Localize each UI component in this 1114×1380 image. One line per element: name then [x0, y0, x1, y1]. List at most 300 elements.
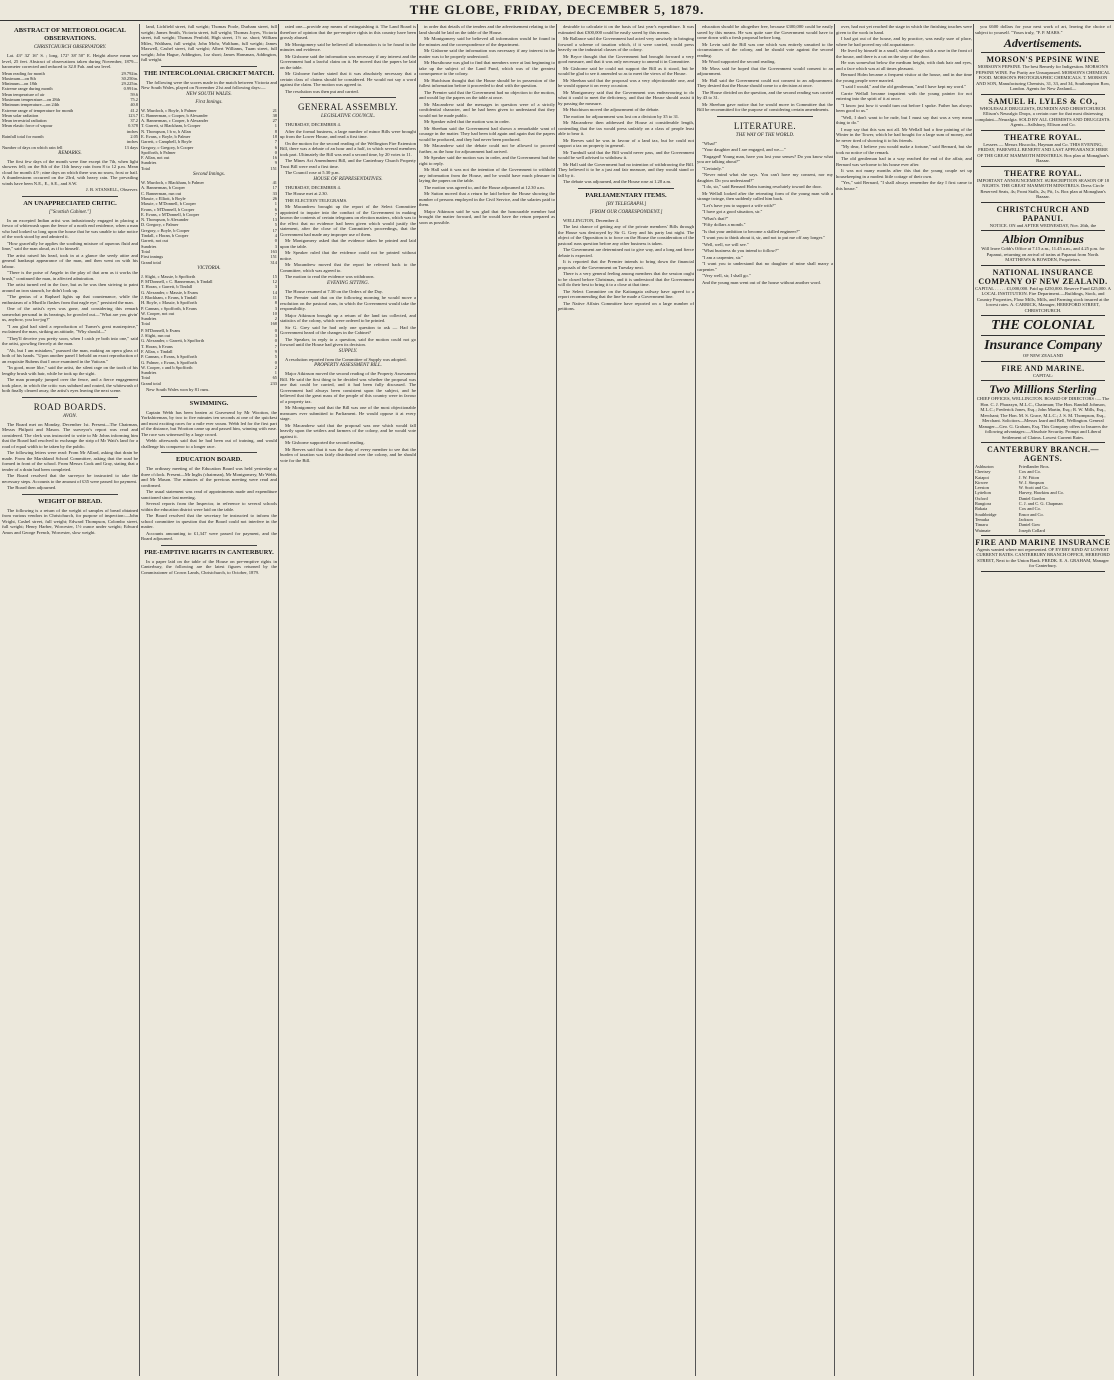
row-label: Total	[141, 375, 150, 381]
paragraph: Mr Speaker said the motion was in order, and the Government had the right to reply.	[419, 155, 555, 166]
row-label: Extreme range during month	[2, 86, 53, 92]
agent-name: Ensor and Co.	[1018, 511, 1044, 517]
row-label: J. Slight, run out	[141, 333, 171, 339]
row-value: 151	[270, 254, 277, 260]
paragraph: And the young man went out of the house without another word.	[702, 279, 821, 285]
row-label: T. Horan, c Garrett, b Tindall	[141, 284, 193, 290]
row-value: 21	[272, 107, 277, 113]
paragraph: in order that details of the tenders and the advertisement relating to the land should be laid on the table of the House.	[419, 24, 555, 35]
row-label: E. Evans, c M'Donnell, b Cooper	[141, 211, 200, 217]
row-value: 163	[270, 248, 277, 254]
paragraph: Mr Reeves said he was in favour of a land tax, but he could not support a tax on property in general.	[558, 137, 694, 148]
paragraph: Mr Bryce thought that the Government had brought forward a very good measure, and that it was only necessary to amend it in Committee.	[558, 53, 694, 64]
paragraph: The House resumed at 7.30 on the Orders of the Day.	[285, 288, 383, 294]
table-row	[2, 134, 138, 145]
row-value: 15	[272, 273, 277, 279]
row-label: J. Slight, c Massie, b Spofforth	[141, 273, 196, 279]
paragraph: Accounts amounting to £1,347 were passed for payment, and the Board adjourned.	[141, 530, 277, 542]
row-value: 2.05 inches	[126, 134, 138, 145]
paragraph: "The genius of a Raphael lights up that countenance, while the enthusiasm of a Murillo flashes from that eagle eye," persisted the man.	[2, 294, 138, 305]
bread-heading: WEIGHT OF BREAD.	[37, 497, 103, 505]
column-rule	[834, 24, 835, 1376]
paragraph: Mr Macandrew moved that the report be referred back to the Committee, which was agreed to.	[280, 262, 416, 273]
advertisement-body: CHIEF OFFICES, WELLINGTON. BOARD OF DIRECTORS :— The Hon. C. J. Pharazyn, M.L.C., Chairman; The Hon. Randall Johnson, M.L.C.; Frederick Jones, Esq.; John Martin, Esq.; R. W. Mills, Esq., Merchant; The Hon. M. S. Grace, M.L.C.; J. S. M. Thompson, Esq., Merchant. Solicitors—Messrs Izard and Bell, Wellington. General Manager—Geo. G. Graham, Esq. This Company offers to Insurers the following advantages:—Absolute Security. Prompt and Liberal Settlement of Claims. Lowest Current Rates.	[976, 396, 1110, 440]
row-value: 123.7	[128, 112, 138, 118]
row-value: 75.2	[130, 96, 138, 102]
row-label: G. Alexander, c Massie, b Evans	[141, 289, 199, 295]
row-value: 2	[274, 364, 277, 370]
supply-text: A resolution reported from the Committee of Supply was adopted.	[285, 356, 407, 362]
row-value: 33	[272, 190, 277, 196]
advertisement-divider	[981, 442, 1105, 443]
paragraph: Mr Montgomery said that the Bill was one of the most objectionable measures ever submitted to Parliament. He would oppose it at every stage.	[280, 405, 416, 421]
paragraph: Webb afterwards said that he had been out of training, and would challenge his conqueror to a longer race.	[141, 438, 277, 449]
paragraph: Mr Macandrew said that the proposal was one which would fall heavily upon the settlers and farmers of the colony, and he would vote against it.	[280, 422, 416, 439]
row-label: P. Cannan, c Evans, b Spofforth	[141, 354, 197, 360]
paragraph: The ordinary meeting of the Education Board was held yesterday at three o'clock. Present—Mr Inglis (chairman), Mr Montgomery, Mr Webb, and Mr Mason. The minutes of the previous meeting were read and confirmed.	[141, 466, 277, 488]
row-value: 29.792in.	[121, 70, 138, 76]
advertisement-body: Agents wanted where not represented. OF EVERY KIND AT LOWEST CURRENT RATES. CANTERBURY BRANCH OFFICE, HEREFORD STREET, Next to the Union Bank. FREDK. E. A. GRAHAM, Manager for Canterbury.	[976, 546, 1110, 569]
paragraph: In an excepted Indian artist was industriously engaged in placing a fresco of whitewash upon the fence of a north end residence, when a man who had looked so long upon the house that he was unable to take notice of the work stood by and admired it.	[2, 217, 138, 240]
paragraph: The following letters were read: From Mr Allard, asking that drain be made. From the Marshland School Committee, asking that the road be formed in front of the school. From Messrs Cook and Gray, stating that a tender of a drain had been completed.	[2, 450, 138, 472]
paragraph: Mr Hutchison moved the adjournment of the debate.	[563, 107, 660, 112]
row-label: Mean temperature of air	[2, 91, 45, 97]
paragraph: Several reports from the Inspector, in reference to several schools within the education district were laid on the table.	[141, 501, 277, 512]
victoria-first-innings	[141, 274, 277, 327]
parliamentary-items-heading: PARLIAMENTARY ITEMS.	[585, 191, 667, 199]
advertisement-divider	[981, 335, 1105, 336]
row-label: C. Bannerman, c Cooper, b Alexander	[141, 112, 208, 118]
paragraph: Major Atkinson said he was glad that the honourable member had brought the matter forward, and he would have the return prepared as soon as possible.	[419, 208, 555, 225]
advertisement	[975, 169, 1111, 203]
row-value: 0	[274, 149, 277, 155]
paragraph: land, Lichfield street, full weight; Thomas Poole, Durham street, full weight; James Smith, Victoria street, full weight; Thomas Joyes, Victoria street, full weight; Thomas Penfold, High street, 1½ oz. short; William Miles, Waltham, full weight; John Mohr, Waltham, full weight; James Maxwell, Cashel street, full weight; Albert Williams, Tuam street, full weight; John Hague, Addington, 1oz short; James Hansman, Addington, full weight.	[141, 24, 277, 62]
correspondent-label: [FROM OUR CORRESPONDENT.]	[589, 209, 663, 215]
agent-name: Cox and Co.	[1018, 506, 1041, 512]
advertisement-title: CANTERBURY BRANCH.—AGENTS.	[986, 445, 1100, 463]
row-value: 1	[274, 201, 277, 207]
divider	[22, 196, 118, 197]
row-label: Tindall, c Horan, b Cooper	[141, 233, 189, 239]
table-row	[2, 123, 138, 134]
advertisement-divider	[981, 202, 1105, 203]
row-label: T. Garrett, st Blackham, b Cooper	[141, 123, 201, 129]
advertisement-title: THEATRE ROYAL.	[1004, 168, 1082, 178]
row-label: Mean elastic force of vapour	[2, 123, 53, 129]
paragraph: Bernard Holm became a frequent visitor at the house, and in due time the young people were married.	[836, 72, 972, 83]
advertisement-body: Lessees — Messrs Hiscocks, Hayman and Co. THIS EVENING, FRIDAY, FAREWELL BENEFIT AND LAST APPEARANCE HERE OF THE GREAT MAMMOTH MINSTRELS. Box plan at Monaghan's Bazaar.	[977, 141, 1109, 163]
advertisement-title: FIRE AND MARINE.	[1001, 363, 1085, 373]
agent-town: Timaru	[975, 522, 988, 528]
paragraph: "Let's have you to support a wife with?"	[702, 202, 776, 208]
column-rule	[695, 24, 696, 1376]
advertisement	[975, 538, 1111, 572]
paragraph: Mr Hutchison thought that the House should be in possession of the fullest information before it proceeded to deal with the question.	[419, 77, 555, 88]
agent-name: Daniel Gordon	[1018, 495, 1045, 501]
advertisement-divider	[981, 380, 1105, 381]
evening-heading: EVENING SITTING.	[327, 280, 369, 286]
advertisement-title: Advertisements.	[1003, 36, 1083, 50]
row-label: Total	[141, 248, 150, 254]
row-value: 13 days	[124, 144, 138, 150]
paragraph: Mr Moss said he hoped that the Government would consent to an adjournment.	[697, 65, 833, 76]
divider	[161, 66, 257, 67]
advertisement-title: CHRISTCHURCH AND PAPANUI.	[996, 204, 1090, 223]
row-label: P. M'Donnell, c C. Bannerman, b Tindall	[141, 279, 213, 285]
advertisement	[975, 445, 1111, 536]
row-label: First innings	[141, 254, 164, 260]
story-title: THE WAY OF THE WORLD.	[735, 132, 795, 138]
paragraph: Sir G. Grey said he had only one question to ask — Had the Government heard of the changes in the Cabinet?	[280, 324, 416, 335]
advertisement-divider	[981, 94, 1105, 95]
met-intro: Lat. 43° 32' 16" S. ; long. 172° 38' 50" E. Height above mean sea level, 25 feet. Abstract of observations taken during November, 1879—barometer corrected and reduced to 32.0 Fah. and sea level.	[2, 53, 138, 69]
agent-town: Chertsey	[975, 469, 991, 475]
divider	[578, 188, 674, 189]
advertisement-title: NATIONAL INSURANCE COMPANY OF NEW ZEALAND.	[978, 267, 1108, 286]
row-value: 38	[272, 112, 277, 118]
paragraph: It is reported that the Premier intends to bring down the financial proposals of the Government on Tuesday next.	[558, 259, 694, 270]
paragraph: "What!"	[702, 140, 718, 146]
paragraph: "Well, I don't want to be rude, but I must say that was a very mean thing to do."	[836, 114, 972, 125]
paragraph: THURSDAY, DECEMBER 4.	[285, 184, 341, 190]
literature-heading: LITERATURE.	[733, 120, 797, 131]
road-heading: ROAD BOARDS.	[33, 401, 107, 412]
row-label: P. Cannan, c Spofforth, b Evans	[141, 305, 197, 311]
paragraph: The artist turned red in the face, but as he was then striving to paint around an iron staunch, he didn't look up.	[2, 282, 138, 293]
column-rule	[417, 24, 418, 1376]
row-label: Gregory, c Boyle, b Cooper	[141, 227, 190, 233]
paragraph: Mr Hall said it was not the intention of the Government to withhold any information from the House, and he would have much pleasure in laying the papers on the table.	[419, 167, 555, 183]
advertisement	[975, 338, 1111, 362]
paragraph: "I am glad had sited a reproduction of Turner's great masterpiece," exclaimed the man, striking an attitude, "Why should—"	[2, 323, 138, 335]
paragraph: The Mines Act Amendment Bill, and the Canterbury Church Property Trust Bill were read a first time.	[280, 158, 416, 169]
row-label: C. Bannerman, run out	[141, 190, 182, 196]
row-label: Minimum—on 18th	[2, 81, 38, 87]
house-article	[280, 185, 416, 280]
parliament-continued	[419, 24, 555, 225]
critic-article	[2, 218, 138, 394]
met-signature: J. B. STANSELL, Observer.	[85, 187, 138, 193]
paragraph: Mr Hursthouse was glad to find that members were at last beginning to take up the subject of the Land Fund, which was of the greatest consequence to the colony.	[419, 60, 555, 76]
advertisement-title: Albion Omnibus	[1002, 232, 1084, 246]
divider	[22, 494, 118, 495]
row-value: 0.991in.	[123, 86, 138, 92]
paragraph: The Native Affairs Committee have reported on a large number of petitions.	[558, 300, 694, 311]
paragraph: "I am a carpenter, sir."	[702, 254, 744, 260]
column-2	[141, 24, 277, 1376]
masthead: THE GLOBE, FRIDAY, DECEMBER 5, 1879.	[0, 0, 1114, 21]
row-value: 8	[274, 128, 277, 134]
paragraph: It was not many months after this that the young couple set up housekeeping in a modest little cottage of their own.	[836, 168, 972, 179]
paragraph: The Board resolved that the secretary be instructed to inform the school committee in question that the Board could not interfere in the matter.	[141, 513, 277, 530]
column-5	[558, 24, 694, 1376]
first-innings-label: First Innings.	[195, 99, 223, 105]
paragraph: The Government are determined not to give way, and a long and fierce debate is expected.	[558, 247, 694, 258]
divider	[161, 396, 257, 397]
row-label: Mean terrestrial radiation	[2, 118, 47, 124]
row-value: 59.6	[130, 91, 138, 97]
met-remarks-heading: REMARKS.	[58, 150, 82, 156]
table-row	[141, 381, 277, 386]
row-value: 3	[274, 243, 277, 249]
advertisement	[975, 205, 1111, 232]
advertisement-divider	[981, 166, 1105, 167]
row-value: 7	[274, 139, 277, 145]
cricket-heading: THE INTERCOLONIAL CRICKET MATCH.	[143, 69, 275, 77]
paragraph: The motion was agreed to, and the House adjourned at 12.30 a.m.	[424, 184, 545, 190]
row-label: Total	[141, 321, 150, 327]
row-value: 17	[272, 185, 277, 191]
advertisement-body: IMPORTANT ANNOUNCEMENT. SUBSCRIPTION SEASON OF 18 NIGHTS. THE GREAT MAMMOTH MINSTRELS. Dress Circle Reserved Seats, 4s; Front Stalls, 2s; Pit, 1s. Box plan at Monaghan's Bazaar.	[976, 177, 1110, 199]
paragraph: The motion for adjournment was lost on a division by 35 to 31.	[563, 113, 680, 119]
advertisement	[975, 37, 1111, 53]
row-label: N. Thompson, b Alexander	[141, 217, 189, 223]
story-text	[697, 141, 833, 286]
paragraph: Major Atkinson moved the second reading of the Property Assessment Bill. He said the first thing to be decided was whether the proposal was one that could be carried, and it had been fully discussed. The Government had always been consistent upon the subject, and he believed that the great mass of the people of this country were in favour of a property tax.	[280, 371, 416, 404]
agent-name: Daniel Gow	[1018, 522, 1041, 528]
row-label: Massie, c Elliott, b Boyle	[141, 195, 186, 201]
row-value: 5	[274, 222, 277, 228]
row-value: 0	[274, 359, 277, 365]
agent-name: Joseph Collard	[1018, 527, 1046, 533]
paragraph: "I do, sir," said Bernard Holm turning resolutely toward the door.	[702, 184, 822, 189]
evening-article	[280, 289, 416, 348]
paragraph: The Board met on Monday, December 1st. Present—The Chairman, Messrs Philpott and Mason. The surveyor's report was read and considered. The clerk was instructed to write to Mr Johns informing him that the Board had resolved to exchange the strip of Mr Watt's land for a road of equal width to be taken by the public.	[2, 421, 138, 449]
agent-row	[975, 528, 1111, 533]
paragraph: The artist raised his head, took in at a glance the seedy attire and general bankrupt appearance of the man, and then went on with his labour.	[2, 252, 138, 269]
row-label: Number of days on which rain fell	[2, 144, 63, 150]
row-label: W. Murdoch, c Blackham, b Palmer	[141, 180, 204, 186]
property-heading: PROPERTY ASSESSMENT BILL.	[314, 363, 382, 368]
paragraph: desirable to calculate it on the basis of last year's expenditure. It was estimated that £300,000 could be easily saved by this means.	[558, 24, 694, 35]
row-label: Maximum temperature—on 28th	[2, 96, 61, 102]
paragraph: The Premier said that on the following morning he would move a resolution on the pastoral runs, in which the Government would take the responsibility.	[280, 295, 416, 311]
paragraph: Mr Montgomery said he believed all information would be found in the minutes and the correspondence of the department.	[419, 36, 555, 47]
second-innings-label: Second Innings.	[193, 172, 225, 178]
advertisement-divider	[981, 571, 1105, 572]
advertisement-divider	[981, 535, 1105, 536]
row-label: Garrett, c Campbell, b Boyle	[141, 139, 192, 145]
row-label: Rainfall total for month	[2, 134, 44, 140]
row-value: 168	[270, 321, 277, 327]
paragraph: "I want you to think about it, sir, and not to put me off any longer."	[702, 235, 825, 240]
paragraph: "There is the poise of Angelo in the play of that arm as it works the brush," continued the man, in affected admiration.	[2, 270, 138, 281]
row-value: 233	[270, 380, 277, 386]
row-value: 151	[270, 165, 277, 171]
row-label: A. Bannerman, c Cooper, b Alexander	[141, 118, 209, 124]
advertisement	[975, 268, 1111, 317]
row-label: Sundries	[141, 316, 157, 322]
property-article	[280, 371, 416, 463]
paragraph: The Board resolved that the surveyor be instructed to take the necessary steps. Accounts to the amount of £35 were passed for payment.	[2, 473, 138, 484]
row-value: 10	[272, 310, 277, 316]
paragraph: The debate was adjourned, and the House rose at 1.20 a.m.	[563, 179, 672, 184]
victoria-heading: VICTORIA.	[197, 265, 221, 271]
paragraph: Carrie Wellall became impatient with the young painter for not entering into the spirit of it at once.	[836, 90, 972, 101]
row-value: 8	[274, 300, 277, 306]
advertisement-divider	[981, 130, 1105, 131]
paragraph: The Speaker, in reply to a question, said the motion could not go forward until the House had given its decision.	[280, 336, 416, 347]
table-row	[141, 166, 277, 171]
row-value: 41	[272, 180, 277, 186]
row-value: 0.378 inches	[126, 123, 138, 134]
advertisement-body: WHOLESALE DRUGGISTS, DUNEDIN AND CHRISTCHURCH. Ellison's Neuralgic Drops, a certain cure for that most distressing complaint—Neuralgia. SOLD BY ALL CHEMISTS AND DRUGGISTS. Agents—Sallsbury, Ellison and Co.	[975, 105, 1111, 127]
row-label: Extreme range of temperature for month	[2, 107, 74, 113]
row-value: 65	[272, 375, 277, 381]
advertisement-divider	[981, 265, 1105, 266]
row-label: Gregory, c Gregory, b Cooper	[141, 144, 194, 150]
agent-name: Jackson	[1018, 516, 1033, 522]
row-label: W. Cooper, not out	[141, 310, 175, 316]
paragraph: The last chance of getting any of the private members' Bills through the House was destroyed by Sir G. Grey and his party last night. The object of the Opposition is to force on the House the consideration of the pastoral runs question before any other business is taken.	[558, 224, 694, 246]
agent-town: Rangiora	[975, 501, 992, 507]
column-1	[2, 24, 138, 1376]
agent-town: Kaiapoi	[975, 474, 989, 480]
row-label: Mean reading for month	[2, 70, 45, 76]
agent-town: Leeston	[975, 485, 989, 491]
paragraph: Mr Hall said the Government could not consent to an adjournment. They desired that the House should come to a decision at once.	[697, 77, 833, 88]
column-4	[419, 24, 555, 1376]
advertisement-title: THE COLONIAL	[991, 318, 1095, 333]
row-value: 7	[274, 343, 277, 349]
paragraph: Mr Montgomery said he believed all information is to be found in the minutes and evidence.	[280, 41, 416, 52]
paragraph: The usual statement was read of appointments made and expenditure sanctioned since last meeting.	[141, 489, 277, 500]
advertisement-divider	[981, 52, 1105, 53]
table-row	[141, 260, 277, 265]
parliamentary-items-article	[558, 218, 694, 312]
advertisement-title: SAMUEL H. LYLES & CO.,	[988, 96, 1098, 106]
legislative-council-article	[280, 122, 416, 176]
paragraph: Mr Macandrew then addressed the House at considerable length, contending that the tax would press unfairly on a class of people least able to bear it.	[558, 120, 694, 136]
row-value: 17	[272, 227, 277, 233]
agent-name: W. J. Simpson	[1018, 479, 1044, 485]
paragraph: Captain Webb has been beaten at Gravesend by Mr Wootton, the Yorkshireman, by two to five minutes ten seconds at one of the quickest and most exciting races for a mile ever swum. Webb led for the first part of the distance, but Wootton came up and passed him, winning with ease. The race was witnessed by a large crowd.	[141, 409, 277, 437]
advertisement	[975, 383, 1111, 443]
paragraph: The resolution was then put and carried.	[285, 88, 359, 94]
nsw-second-innings	[141, 180, 277, 265]
row-value: 3	[274, 305, 277, 311]
agent-town: Southbridge	[975, 511, 997, 517]
advertisement-divider	[981, 230, 1105, 231]
paragraph: WELLINGTON, December 4.	[563, 217, 620, 223]
paragraph: After the formal business, a large number of minor Bills were brought up from the Lower House, and read a first time.	[280, 128, 416, 139]
paragraph: "What business do you intend to follow?"	[702, 248, 779, 253]
advertisement	[975, 233, 1111, 266]
paragraph: "I have got a good situation, sir."	[702, 209, 763, 214]
row-label: W. Cooper, c and b Spofforth	[141, 364, 193, 370]
agent-town: Ashburton	[975, 464, 994, 469]
divider	[717, 116, 813, 117]
advertisement-body: Will leave Cobb's Office at 7.15 a.m., 11.45 a.m., and 4.25 p.m. for Papanui, returning on arrival of trains at Papanui from North. MATTHEWS & BOWDEN, Proprietors.	[981, 246, 1105, 262]
paragraph: One of the artist's eyes was gone, and considering this remark somewhat personal in its bearings, he growled out—"What are you givin' us, anyhow, you loo-jog?"	[2, 306, 138, 323]
critic-source: ["Scottish Cabinet."]	[48, 209, 92, 215]
row-label: Evans, c M'Donnell, b Cooper	[141, 206, 195, 212]
paragraph: Mr Macandrew brought up the report of the Select Committee appointed to inquire into the conduct of the Government in making known the contents of certain telegrams on election matters, which was to the effect that no evidence had been given which would justify the statement, after the close of the Committee's proceedings, that the Government had made any improper use of them.	[280, 204, 416, 237]
paragraph: "I know just how it would turn out before I spoke. Father has always been good to us."	[836, 102, 972, 113]
paragraph: "Very well, sir, I shall go."	[702, 273, 751, 278]
agent-town: Oxford	[975, 495, 988, 501]
row-value: 40.8	[130, 102, 138, 108]
paragraph: Mr Sheehan said the Government had shown a remarkable want of courage in the matter. They had been told again and again that the papers would be produced, and they had never been produced.	[419, 125, 555, 142]
paragraph: Mr Speaker ruled that the evidence could not be printed without notice.	[280, 250, 416, 261]
paragraph: The House met at 2.30.	[285, 191, 328, 196]
paragraph: I may say that this was not all. Mr Wellall had a fine painting of the Winter in the Tower, which he had bought for a large sum of money, and he never tired of showing it to his friends.	[836, 126, 972, 143]
row-value: 27	[272, 118, 277, 124]
critic-heading: AN UNAPPRECIATED CRITIC.	[23, 199, 117, 207]
paragraph: over, had not yet reached the stage in which the finishing touches were given to the work in hand.	[836, 24, 972, 35]
paragraph: "How gracefully he applies the soothing mixture of aqueous fluid and lime," said the man aloud, as if to himself.	[2, 240, 138, 252]
row-value: 29.225in.	[121, 81, 138, 87]
cricket-intro: The following were the scores made in the match between Victoria and New South Wales, played on November 21st and following days:—	[141, 79, 277, 90]
divider	[300, 97, 396, 98]
agent-name: Friedlander Bros.	[1018, 464, 1050, 469]
paragraph: The man promptly jumped over the fence, and a fierce engagement took place, in which the critic was subdued and routed, the whitewash of both finally cleared away, the artist's eyes leaving the next scene.	[2, 377, 138, 394]
preemptive-text: In a paper laid on the table of the House on pre-emptive rights in Canterbury, the following are the latest figures returned by the Commissioner of Crown Lands, Christchurch, to October, 1879.	[141, 558, 277, 575]
paragraph: "Never mind what she says. You can't have my consent, nor my daughter. Do you understand?"	[697, 172, 833, 183]
row-label: P. M'Donnell, b Evans	[141, 327, 181, 333]
agent-town: Temuka	[975, 516, 990, 522]
road-article	[2, 422, 138, 491]
paragraph: Mr Gisborne supported the second reading.	[285, 440, 365, 445]
paragraph: Mr Gisborne said the information was necessary if any interest in the matter was to be properly understood.	[419, 48, 555, 59]
advertisement-title: Two Millions Sterling	[989, 382, 1097, 396]
paragraph: The House divided on the question, and the second reading was carried by 43 to 31.	[697, 89, 833, 100]
paragraph: I had got out of the house, and by practice, was easily sure of place, where he had proved my old acquaintance.	[836, 36, 972, 47]
table-row	[2, 145, 138, 150]
met-subheading: CHRISTCHURCH OBSERVATORY.	[33, 45, 107, 50]
row-label: Garrett, not out	[141, 238, 168, 244]
paragraph: The motion to read the evidence was withdrawn.	[285, 274, 375, 279]
paragraph: education should be altogether free, because £300,000 could be easily saved by this means. He was quite sure the Government would have to come down with a fresh proposal before long.	[697, 24, 833, 40]
swimming-heading: SWIMMING.	[189, 399, 229, 407]
paragraph: The Board then adjourned.	[7, 485, 57, 491]
row-label: Massie, c M'Donnell, b Cooper	[141, 201, 196, 207]
road-subheading: AVON.	[63, 413, 77, 419]
paragraph: The Premier said that the Government had no objection to the motion, and would lay the papers on the table at once.	[419, 89, 555, 100]
paragraph: "I said I would," and the old gentleman, "and I have kept my word."	[841, 84, 967, 89]
advertisements	[975, 37, 1111, 572]
advertisement-body: MORSON'S PEPSINE. The best Remedy for Indigestion. MORSON'S PEPSINE WINE. For Purity are Unsurpassed. MORSON'S CHEMICAL FOOD. MORSON'S PHOTOGRAPHIC CHEMICALS. T. MORSON AND SON, Manufacturing Chemists, 31, 33, and 34, Southampton Row, London. Agents for New Zealand—	[975, 64, 1111, 91]
education-heading: EDUCATION BOARD.	[176, 456, 242, 464]
bread-continued	[141, 24, 277, 63]
met-table	[2, 71, 138, 150]
paragraph: "Is that your ambition to become a skilled engineer?"	[702, 228, 800, 234]
divider	[161, 452, 257, 453]
advertisement-title: MORSON'S PEPSINE WINE	[986, 55, 1100, 64]
paragraph: THE ELECTION TELEGRAMS.	[285, 197, 348, 203]
row-value: 11	[272, 295, 277, 300]
paragraph: There is a very general feeling among members that the session ought to be closed before Christmas, and it is understood that the Government will do their best to bring it to a close at that time.	[558, 271, 694, 287]
row-value: 13	[272, 217, 277, 223]
row-label: F. Allan, not out	[141, 155, 170, 161]
row-label: J. Blackham, c Evans, b Tindall	[141, 295, 197, 300]
column-7	[836, 24, 972, 1376]
paragraph: Mr Turnbull said that the Bill would never pass, and the Government would be well advised to withdraw it.	[558, 149, 694, 160]
paragraph: THURSDAY, DECEMBER 4.	[285, 122, 341, 127]
paragraph: Mr Sheehan said that the proposal was a very objectionable one, and he would oppose it on every occasion.	[558, 77, 694, 88]
paragraph: Mr Gisborne further stated that it was absolutely necessary that a certain class of claims should be considered. He would not say a word against the claim. The motion was agreed to.	[280, 71, 416, 87]
paragraph: Mr Macandrew said the debate could not be allowed to proceed further, as the hour for adjournment had arrived.	[419, 143, 555, 154]
row-value: 18	[272, 133, 277, 139]
row-value: 26	[272, 195, 277, 201]
row-value: 2	[274, 316, 277, 322]
agent-name: Cox and Co.	[1018, 469, 1041, 475]
agents-list	[975, 464, 1111, 533]
agent-name: C. J. and C. G. Chapman	[1018, 501, 1063, 507]
row-value: 6	[274, 144, 277, 150]
agent-town: Rakaia	[975, 506, 988, 512]
advertisement-title: THEATRE ROYAL.	[1004, 132, 1082, 142]
